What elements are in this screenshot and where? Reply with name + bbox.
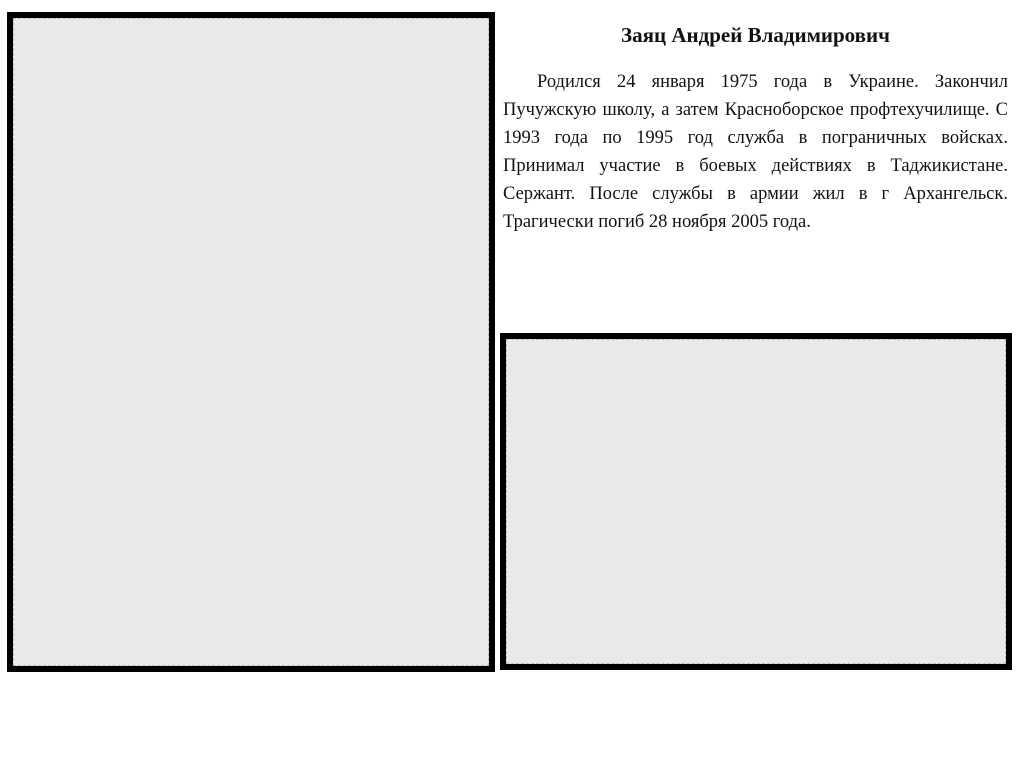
outdoor-photo-placeholder xyxy=(506,339,1006,664)
person-name-heading: Заяц Андрей Владимирович xyxy=(621,23,890,47)
biography-text: Родился 24 января 1975 года в Украине. Закончил Пучужскую школу, а затем Красноборское профтехучилище. С 1993 года по 1995 год служба в пограничных войсках. Принимал участие в боевых действиях в Таджикистане. Сержант. После службы в армии жил в г Архангельск. Трагически погиб 28 ноября 2005 года. xyxy=(503,72,1008,232)
portrait-photo-frame xyxy=(7,12,495,672)
outdoor-photo-frame xyxy=(500,333,1012,670)
biography-block xyxy=(503,22,1008,236)
portrait-photo-placeholder xyxy=(13,18,489,666)
